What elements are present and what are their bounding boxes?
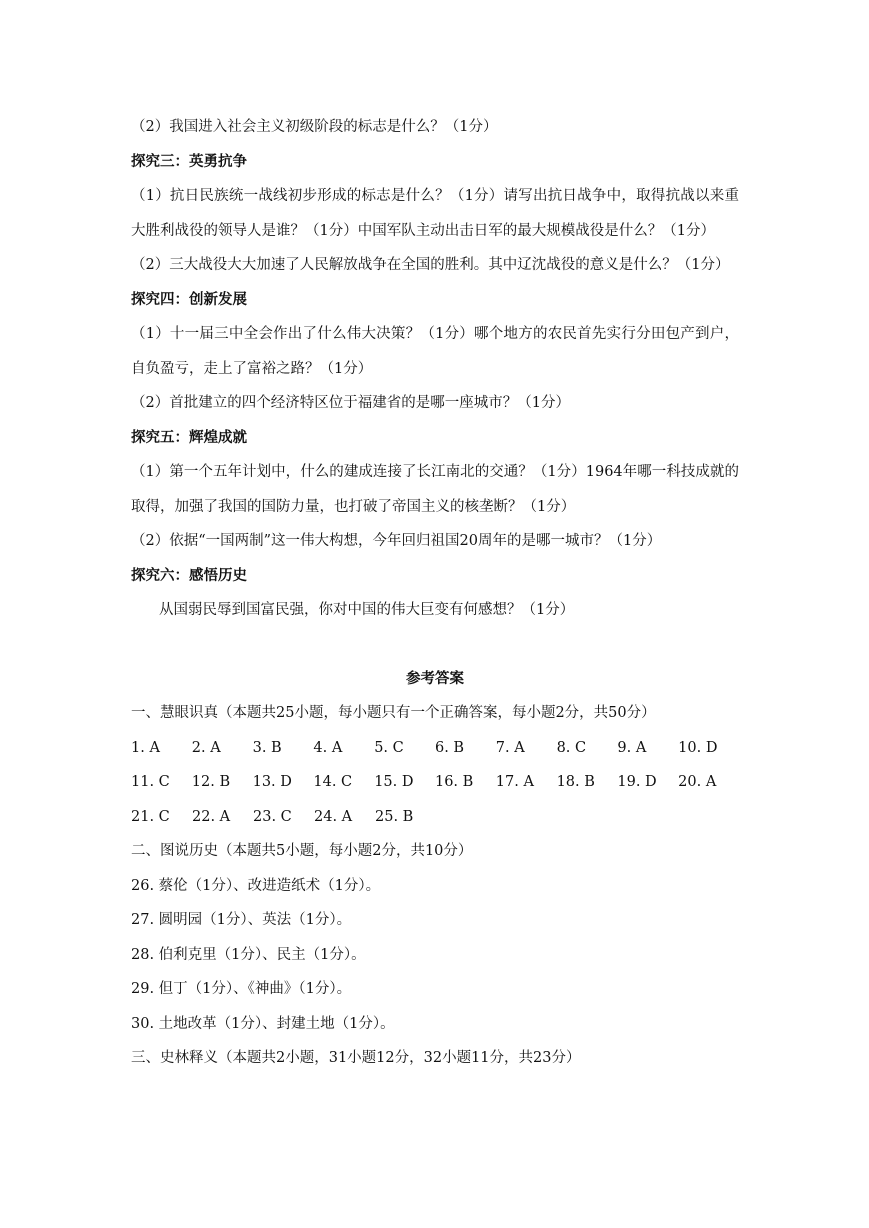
answer-item: 13. D	[252, 774, 292, 790]
question-text: （2）我国进入社会主义初级阶段的标志是什么？（1分）	[131, 119, 498, 135]
answers-part-title: 二、图说历史（本题共5小题，每小题2分，共10分）	[131, 843, 473, 859]
answer-row	[131, 800, 739, 835]
answer-item: 25. B	[375, 808, 414, 825]
answer-item: 17. A	[495, 774, 534, 790]
answer-line: 29. 但丁（1分）、《神曲》（1分）。	[131, 981, 352, 997]
answer-item: 10. D	[678, 739, 718, 756]
answer-row	[131, 765, 739, 800]
answer-line: 27. 圆明园（1分）、英法（1分）。	[131, 912, 352, 928]
answer-item: 6. B	[434, 739, 465, 756]
answer-item: 12. B	[191, 774, 231, 790]
answer-item: 18. B	[556, 774, 595, 790]
question-text: （2）三大战役大大加速了人民解放战争在全国的胜利。其中辽沈战役的意义是什么？（1分）	[131, 257, 730, 273]
answers-part-title: 三、史林释义（本题共2小题，31小题12分，32小题11分，共23分）	[131, 1050, 581, 1066]
section-heading: 探究四：创新发展	[131, 291, 247, 308]
question-text: （1）第一个五年计划中，什么的建成连接了长江南北的交通？（1分）1964年哪一科技成就的取得，加强了我国的国防力量，也打破了帝国主义的核垄断？（1分）	[131, 464, 739, 515]
question-text: （2）依据“一国两制”这一伟大构想，今年回归祖国20周年的是哪一城市？（1分）	[131, 533, 662, 549]
question-text: （1）十一届三中全会作出了什么伟大决策？（1分）哪个地方的农民首先实行分田包产到户，自负盈亏，走上了富裕之路？（1分）	[131, 326, 739, 377]
answer-item: 14. C	[313, 774, 353, 790]
section-heading: 探究六：感悟历史	[131, 567, 247, 584]
answer-item: 23. C	[253, 808, 292, 825]
answer-item: 22. A	[192, 808, 231, 825]
answer-item: 3. B	[252, 739, 282, 756]
answer-item: 11. C	[131, 774, 170, 790]
question-text: （1）抗日民族统一战线初步形成的标志是什么？（1分）请写出抗日战争中，取得抗战以来重大胜利战役的领导人是谁？（1分）中国军队主动出击日军的最大规模战役是什么？（1分）	[131, 188, 739, 239]
section-heading: 探究五：辉煌成就	[131, 429, 247, 446]
spacer	[131, 628, 739, 662]
answer-item: 4. A	[313, 739, 343, 756]
answer-item: 19. D	[617, 774, 657, 790]
answer-item: 24. A	[314, 808, 353, 825]
answer-item: 5. C	[374, 739, 404, 756]
answer-row	[131, 731, 739, 766]
answer-item: 21. C	[131, 808, 170, 825]
answer-item: 8. C	[556, 739, 587, 756]
answers-part-title: 一、慧眼识真（本题共25小题，每小题只有一个正确答案，每小题2分，共50分）	[131, 705, 656, 721]
document-page	[131, 110, 739, 1076]
answer-item: 20. A	[678, 774, 717, 790]
section-heading: 探究三：英勇抗争	[131, 153, 247, 170]
question-text: （2）首批建立的四个经济特区位于福建省的是哪一座城市？（1分）	[131, 395, 570, 411]
answer-line: 26. 蔡伦（1分）、改进造纸术（1分）。	[131, 877, 381, 894]
answer-item: 16. B	[434, 774, 474, 790]
answer-item: 15. D	[374, 774, 414, 790]
answer-item: 2. A	[191, 739, 221, 756]
answer-item: 7. A	[495, 739, 525, 756]
answer-item: 9. A	[617, 739, 647, 756]
question-text: 从国弱民辱到国富民强，你对中国的伟大巨变有何感想？（1分）	[159, 602, 575, 618]
answer-line: 30. 土地改革（1分）、封建土地（1分）。	[131, 1015, 395, 1032]
answer-item: 1. A	[131, 739, 160, 756]
answer-line: 28. 伯利克里（1分）、民主（1分）。	[131, 946, 366, 963]
answers-title: 参考答案	[406, 670, 464, 687]
